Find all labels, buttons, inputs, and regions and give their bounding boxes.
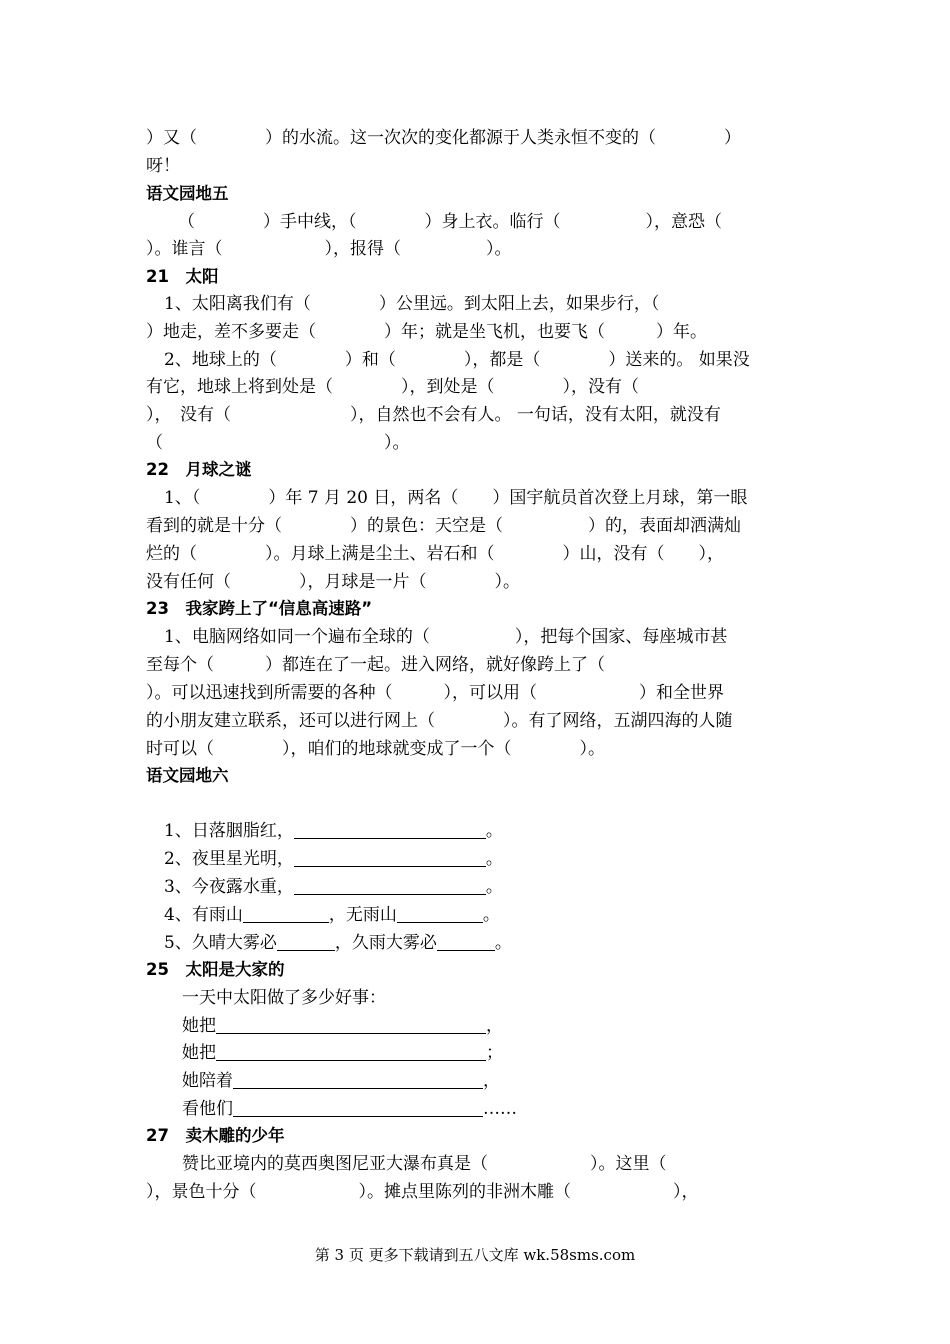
item-end: 。 bbox=[485, 877, 503, 897]
fill-in-item bbox=[164, 929, 834, 957]
item-text: 2、夜里星光明， bbox=[164, 849, 294, 869]
item-text: 5、久晴大雾必 bbox=[164, 933, 277, 953]
item-text: 她陪着 bbox=[182, 1071, 233, 1091]
blank-line bbox=[294, 820, 486, 839]
text-line: 一天中太阳做了多少好事： bbox=[182, 988, 386, 1008]
blank-line bbox=[216, 1015, 486, 1034]
blank-line bbox=[294, 848, 486, 867]
text-line: （ ）手中线，（ ）身上衣。临行（ ），意恐（ bbox=[178, 212, 722, 232]
item-end: ， bbox=[483, 1071, 500, 1091]
blank-line bbox=[397, 904, 483, 923]
blank-line bbox=[277, 932, 335, 951]
text-line: ）。可以迅速找到所需要的各种（ ），可以用（ ）和全世界 bbox=[146, 683, 724, 703]
item-end: 。 bbox=[494, 933, 512, 953]
item-end: …… bbox=[483, 1099, 517, 1119]
fill-in-item bbox=[164, 817, 834, 845]
fill-in-item bbox=[182, 1067, 852, 1095]
item-text: 4、有雨山 bbox=[164, 905, 243, 925]
item-text: 她把 bbox=[182, 1043, 216, 1063]
text-line: （ ）。 bbox=[146, 433, 410, 453]
text-line: 烂的（ ）。月球上满是尘土、岩石和（ ）山，没有（ ）， bbox=[146, 544, 724, 564]
text-line: 赞比亚境内的莫西奥图尼亚大瀑布真是（ ）。这里（ bbox=[182, 1154, 667, 1174]
page-footer: 第 3 页 更多下载请到五八文库 wk.58sms.com bbox=[314, 1246, 636, 1264]
item-text: ，久雨大雾必 bbox=[334, 933, 437, 953]
blank-line bbox=[243, 904, 329, 923]
text-line: 1、太阳离我们有（ ）公里远。到太阳上去，如果步行，（ bbox=[164, 294, 660, 314]
item-text: ，无雨山 bbox=[328, 905, 397, 925]
section-heading: 23 我家跨上了“信息高速路” bbox=[146, 599, 373, 618]
section-heading: 语文园地六 bbox=[146, 766, 229, 785]
text-line: ），景色十分（ ）。摊点里陈列的非洲木雕（ ）， bbox=[146, 1182, 699, 1202]
fill-in-item bbox=[182, 1039, 852, 1067]
text-line: 没有任何（ ），月球是一片（ ）。 bbox=[146, 572, 520, 592]
text-line: 2、地球上的（ ）和（ ），都是（ ）送来的。 如果没 bbox=[164, 350, 750, 370]
item-end: ； bbox=[486, 1043, 503, 1063]
text-line: ）， 没有（ ），自然也不会有人。 一句话，没有太阳，就没有 bbox=[146, 405, 721, 425]
section-heading: 25 太阳是大家的 bbox=[146, 960, 285, 979]
text-line: 的小朋友建立联系，还可以进行网上（ ）。有了网络，五湖四海的人随 bbox=[146, 711, 733, 731]
item-end: 。 bbox=[485, 821, 503, 841]
text-line: 1、（ ）年 7 月 20 日，两名（ ）国宇航员首次登上月球，第一眼 bbox=[164, 488, 748, 508]
fill-in-item bbox=[182, 1095, 852, 1123]
fill-in-item bbox=[182, 1012, 852, 1040]
item-text: 她把 bbox=[182, 1016, 216, 1036]
blank-line bbox=[216, 1042, 486, 1061]
text-line: ）地走，差不多要走（ ）年；就是坐飞机，也要飞（ ）年。 bbox=[146, 322, 707, 342]
text-line: 时可以（ ），咱们的地球就变成了一个（ ）。 bbox=[146, 739, 605, 759]
text-line: ）。谁言（ ），报得（ ）。 bbox=[146, 239, 512, 259]
fill-in-item bbox=[164, 873, 834, 901]
section-heading: 语文园地五 bbox=[146, 184, 229, 203]
item-end: 。 bbox=[485, 849, 503, 869]
text-line: 有它，地球上将到处是（ ），到处是（ ），没有（ bbox=[146, 377, 639, 397]
item-end: ， bbox=[486, 1016, 503, 1036]
item-text: 看他们 bbox=[182, 1099, 233, 1119]
text-line: 至每个（ ）都连在了一起。进入网络，就好像跨上了（ bbox=[146, 655, 605, 675]
fill-in-item bbox=[164, 845, 834, 873]
blank-line bbox=[294, 876, 486, 895]
text-line: 看到的就是十分（ ）的景色：天空是（ ）的，表面却洒满灿 bbox=[146, 516, 741, 536]
section-heading: 22 月球之谜 bbox=[146, 460, 252, 479]
item-text: 3、今夜露水重， bbox=[164, 877, 294, 897]
section-heading: 21 太阳 bbox=[146, 267, 219, 286]
item-end: 。 bbox=[482, 905, 500, 925]
text-line: 呀！ bbox=[146, 156, 180, 176]
section-heading: 27 卖木雕的少年 bbox=[146, 1126, 285, 1145]
blank-line bbox=[233, 1070, 483, 1089]
text-line: 1、电脑网络如同一个遍布全球的（ ），把每个国家、每座城市甚 bbox=[164, 627, 728, 647]
blank-line bbox=[233, 1098, 483, 1117]
fill-in-item bbox=[164, 901, 834, 929]
text-line: ）又（ ）的水流。这一次次的变化都源于人类永恒不变的（ ） bbox=[146, 128, 741, 148]
blank-line bbox=[437, 932, 495, 951]
item-text: 1、日落胭脂红， bbox=[164, 821, 294, 841]
